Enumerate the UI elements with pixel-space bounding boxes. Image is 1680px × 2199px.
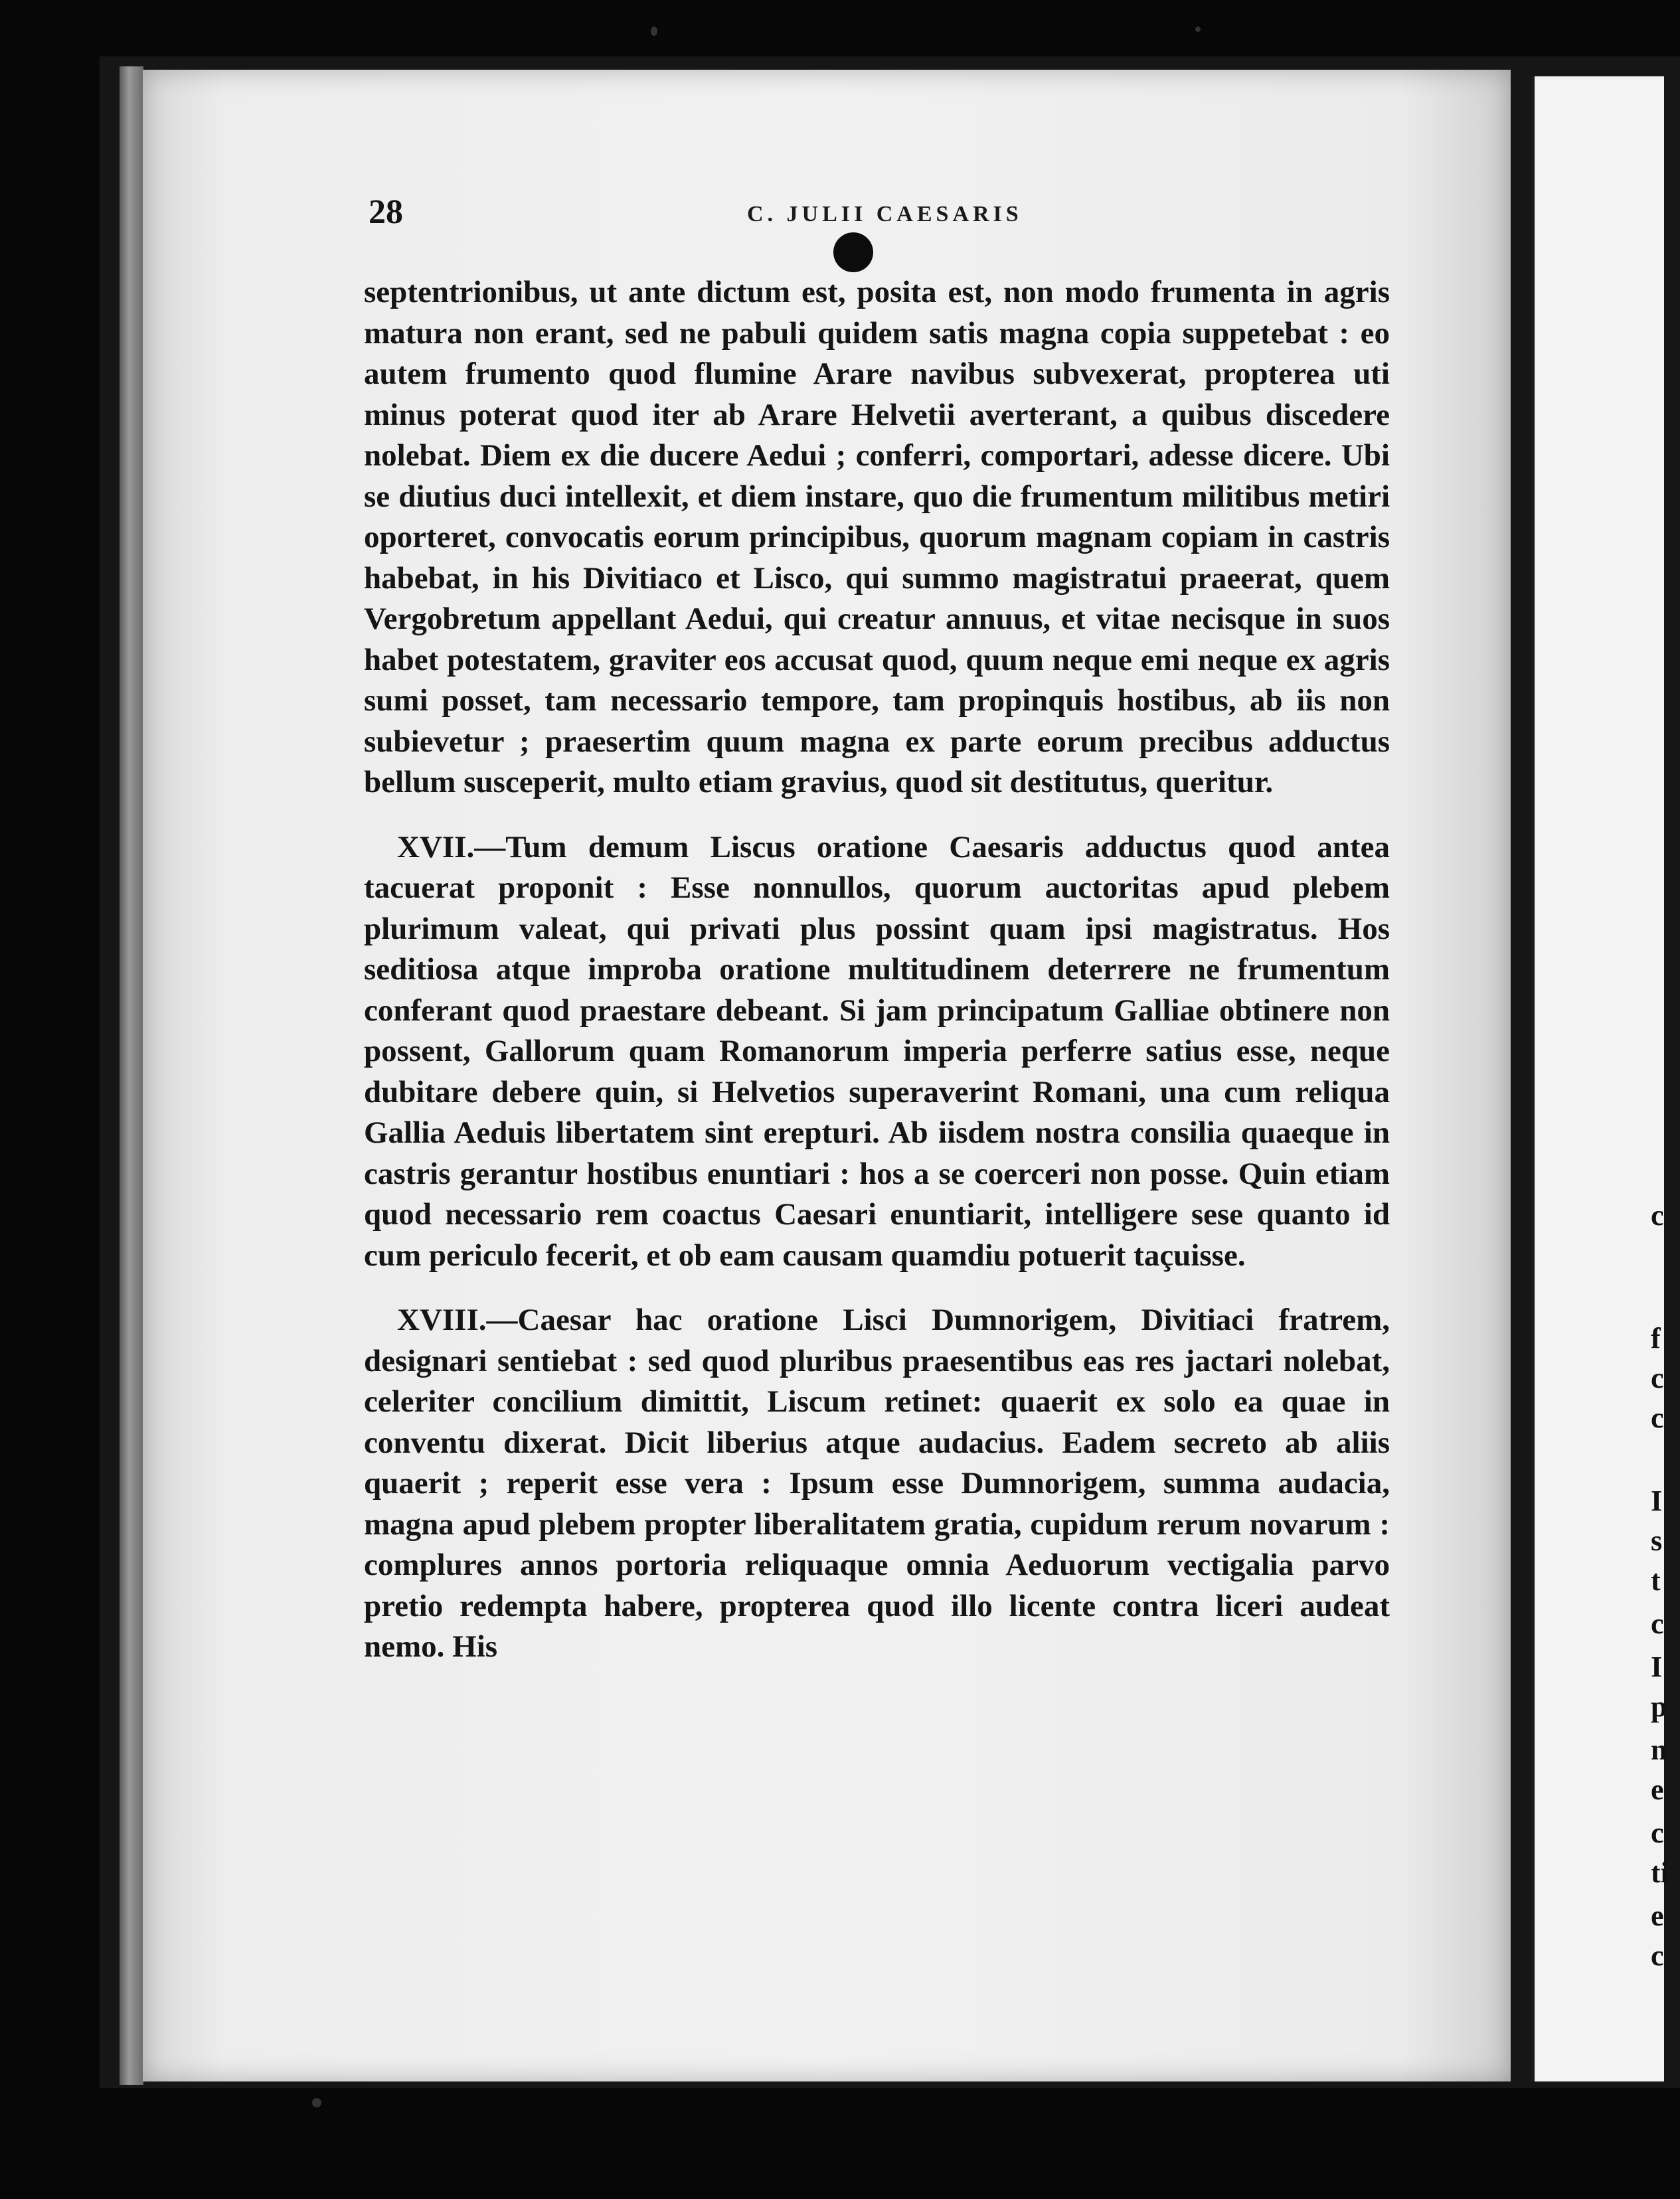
next-page-fragment: p [1651, 1690, 1667, 1723]
page-number: 28 [369, 193, 403, 231]
scan-speck [312, 2098, 321, 2107]
book-binding [120, 66, 143, 2085]
paragraph-xvii: XVII.—Tum demum Liscus oratione Caesaris adductus quod antea tacuerat proponit : Esse nonnullos, quorum auctoritas apud plebem plurimum valeat, qui privati plus possint quam ipsi magistratus. Hos seditiosa atque improba oratione multitudinem deterrere ne frumentum conferant quod praestare debeant. Si jam principatum Galliae obtinere non possent, Gallorum quam Romanorum imperia perferre satius esse, neque dubitare debere quin, si Helvetios superaverint Romani, una cum reliqua Gallia Aeduis libertatem sint erepturi. Ab iisdem nostra consilia quaeque in castris gerantur hostibus enuntiari : hos a se coerceri non posse. Quin etiam quod necessario rem coactus Caesari enuntiarit, intelligere sese quanto id cum periculo fecerit, et ob eam causam quamdiu potuerit taçuisse. [364, 829, 1390, 1273]
next-page-fragment: c [1651, 1817, 1664, 1849]
next-page-fragment: I [1651, 1485, 1663, 1517]
next-page-fragment: ti [1651, 1856, 1669, 1889]
next-page-fragment: c [1651, 1402, 1664, 1434]
body-text [364, 272, 1390, 1668]
next-page-fragment: t [1651, 1564, 1661, 1597]
next-page-edge [1531, 76, 1669, 2081]
next-page-fragment: c [1651, 1362, 1664, 1394]
next-page-fragment: f [1651, 1322, 1661, 1354]
next-page-fragment: e [1651, 1900, 1664, 1932]
scan-speck [1195, 27, 1201, 32]
running-title: C. JULII CAESARIS [747, 202, 1023, 226]
next-page-fragment: c [1651, 1199, 1664, 1232]
paragraph-continued: septentrionibus, ut ante dictum est, posita est, non modo frumenta in agris matura non erant, sed ne pabuli quidem satis magna copia suppetebat : eo autem frumento quod flumine Arare navibus subvexerat, propterea uti minus poterat quod iter ab Arare Helvetii averterant, a quibus discedere nolebat. Diem ex die ducere Aedui ; conferri, comportari, adesse dicere. Ubi se diutius duci intellexit, et diem instare, quo die frumentum militibus metiri oporteret, convocatis eorum principibus, quorum magnam copiam in castris habebat, in his Divitiaco et Lisco, qui summo magistratui praeerat, quem Vergobretum appellant Aedui, qui creatur annuus, et vitae necisque in suos habet potestatem, graviter eos accusat quod, quum neque emi neque ex agris sumi posset, tam necessario tempore, tam propinquis hostibus, ab iis non subievetur ; praesertim quum magna ex parte eorum precibus adductus bellum susceperit, multo etiam gravius, quod sit destitutus, queritur. [364, 275, 1390, 799]
page-header [369, 193, 1365, 232]
ink-blot [833, 232, 873, 272]
next-page-fragment: c [1651, 1607, 1664, 1640]
next-page-fragment: c [1651, 1939, 1664, 1972]
next-page-fragment: s [1651, 1524, 1663, 1557]
next-page-fragment: I [1651, 1651, 1663, 1683]
paragraph-xviii: XVIII.—Caesar hac oratione Lisci Dumnorigem, Divitiaci fratrem, designari sentiebat : sed quod pluribus praesentibus eas res jactari nolebat, celeriter concilium dimittit, Liscum retinet: quaerit ex solo ea quae in conventu dixerat. Dicit liberius atque audacius. Eadem secreto ab aliis quaerit ; reperit esse vera : Ipsum esse Dumnorigem, summa audacia, magna apud plebem propter liberalitatem gratia, cupidum rerum novarum : complures annos portoria reliquaque omnia Aeduorum vectigalia parvo pretio redempta habere, propterea quod illo licente contra liceri audeat nemo. His [364, 1303, 1390, 1664]
next-page-fragment: e [1651, 1773, 1664, 1806]
next-page-fragment: n [1651, 1734, 1667, 1766]
scan-speck [651, 27, 657, 36]
